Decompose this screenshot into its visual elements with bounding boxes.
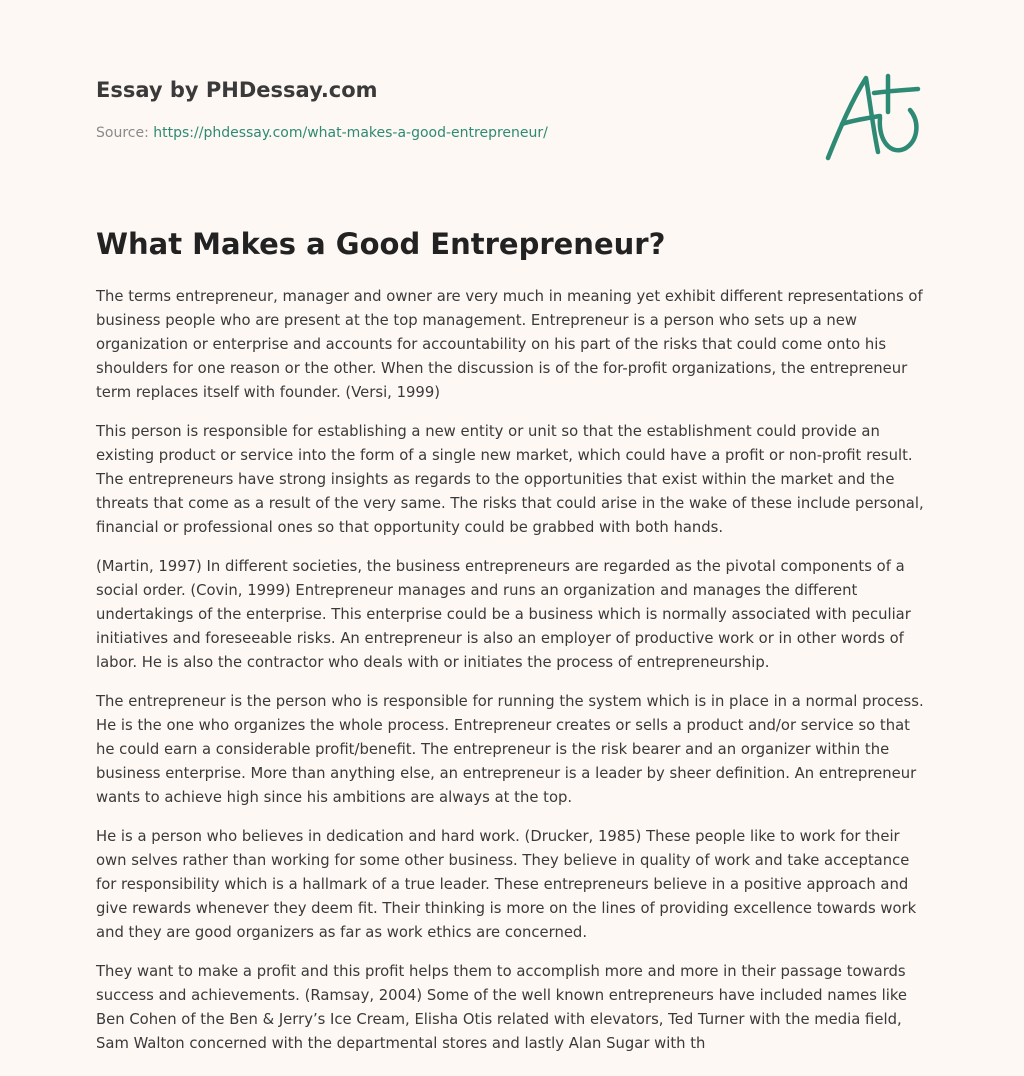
essay-paragraph: (Martin, 1997) In different societies, the business entrepreneurs are regarded as the pivotal components of a social order. (Covin, 1999) Entrepreneur manages and runs an organization and manages the different undertakings of the enterprise. This enterprise could be a business which is normally associated with peculiar initiatives and foreseeable risks. An entrepreneur is also an employer of productive work or in other words of labor. He is also the contractor who deals with or initiates the process of entrepreneurship.: [96, 558, 911, 671]
essay-paragraph: They want to make a profit and this profit helps them to accomplish more and more in their passage towards success and achievements. (Ramsay, 2004) Some of the well known entrepreneurs have included names like Ben Cohen of the Ben & Jerry’s Ice Cream, Elisha Otis related with elevators, Ted Turner with the media field, Sam Walton concerned with the departmental stores and lastly Alan Sugar with th: [96, 963, 908, 1052]
site-title: Essay by PHDessay.com: [96, 78, 378, 102]
essay-paragraph: This person is responsible for establishing a new entity or unit so that the establishment could provide an existing product or service into the form of a single new market, which could have a profit or non-profit result. The entrepreneurs have strong insights as regards to the opportunities that exist within the market and the threats that come as a result of the very same. The risks that could arise in the wake of these include personal, financial or professional ones so that opportunity could be grabbed with both hands.: [96, 423, 924, 536]
source-link[interactable]: https://phdessay.com/what-makes-a-good-entrepreneur/: [153, 125, 548, 141]
essay-paragraph: He is a person who believes in dedication and hard work. (Drucker, 1985) These people like to work for their own selves rather than working for some other business. They believe in quality of work and take acceptance for responsibility which is a hallmark of a true leader. These entrepreneurs believe in a positive approach and give rewards whenever they deem fit. Their thinking is more on the lines of providing excellence towards work and they are good organizers as far as work ethics are concerned.: [96, 828, 917, 941]
source-line: [96, 124, 796, 142]
essay-body: [96, 285, 930, 1071]
essay-paragraph: The terms entrepreneur, manager and owner are very much in meaning yet exhibit different representations of business people who are present at the top management. Entrepreneur is a person who sets up a new organization or enterprise and accounts for accountability on his part of the risks that could come onto his shoulders for one reason or the other. When the discussion is of the for-profit organizations, the entrepreneur term replaces itself with founder. (Versi, 1999): [96, 288, 923, 401]
essay-paragraph: The entrepreneur is the person who is responsible for running the system which is in place in a normal process. He is the one who organizes the whole process. Entrepreneur creates or sells a product and/or service so that he could earn a considerable profit/benefit. The entrepreneur is the risk bearer and an organizer within the business enterprise. More than anything else, an entrepreneur is a leader by sheer definition. An entrepreneur wants to achieve high since his ambitions are always at the top.: [96, 693, 924, 806]
page-header: [96, 76, 796, 142]
a-plus-logo: [818, 66, 930, 166]
source-label: Source:: [96, 125, 154, 141]
essay-title: What Makes a Good Entrepreneur?: [96, 227, 666, 261]
